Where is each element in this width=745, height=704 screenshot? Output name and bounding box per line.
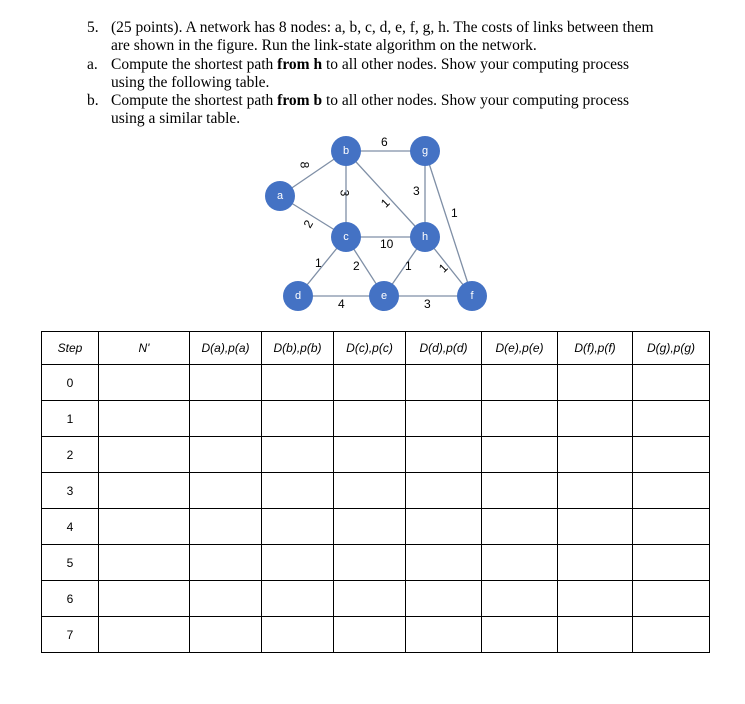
table-cell[interactable] bbox=[190, 617, 262, 653]
table-cell[interactable] bbox=[262, 437, 334, 473]
node-h: h bbox=[410, 222, 440, 252]
table-cell[interactable] bbox=[482, 437, 558, 473]
weight-a-c: 2 bbox=[300, 217, 317, 231]
table-cell[interactable] bbox=[633, 473, 710, 509]
weight-c-e: 2 bbox=[353, 259, 360, 273]
table-cell[interactable] bbox=[190, 581, 262, 617]
step-number: 7 bbox=[42, 617, 99, 653]
weight-b-h: 1 bbox=[378, 195, 393, 211]
table-cell[interactable] bbox=[99, 617, 190, 653]
table-cell[interactable] bbox=[262, 581, 334, 617]
weight-g-h: 3 bbox=[413, 184, 420, 198]
table-cell[interactable] bbox=[558, 509, 633, 545]
graph-edges bbox=[0, 0, 745, 330]
step-number: 1 bbox=[42, 401, 99, 437]
table-cell[interactable] bbox=[334, 545, 406, 581]
table-cell[interactable] bbox=[633, 581, 710, 617]
table-cell[interactable] bbox=[334, 473, 406, 509]
table-cell[interactable] bbox=[406, 581, 482, 617]
table-cell[interactable] bbox=[482, 365, 558, 401]
table-cell[interactable] bbox=[558, 617, 633, 653]
table-cell[interactable] bbox=[262, 473, 334, 509]
part-a-text-pre: Compute the shortest path bbox=[111, 56, 278, 73]
table-row bbox=[42, 473, 710, 509]
weight-e-h: 1 bbox=[405, 259, 412, 273]
weight-g-f: 1 bbox=[451, 206, 458, 220]
part-b-text-post: to all other nodes. Show your computing process bbox=[322, 92, 630, 109]
table-cell[interactable] bbox=[190, 401, 262, 437]
table-cell[interactable] bbox=[262, 617, 334, 653]
table-cell[interactable] bbox=[482, 473, 558, 509]
table-cell[interactable] bbox=[633, 401, 710, 437]
table-cell[interactable] bbox=[406, 365, 482, 401]
table-cell[interactable] bbox=[334, 617, 406, 653]
part-b-source: from b bbox=[277, 92, 323, 109]
table-header-row bbox=[42, 332, 710, 365]
table-cell[interactable] bbox=[406, 617, 482, 653]
table-cell[interactable] bbox=[406, 509, 482, 545]
table-cell[interactable] bbox=[406, 401, 482, 437]
weight-c-h: 10 bbox=[380, 237, 394, 251]
table-cell[interactable] bbox=[558, 581, 633, 617]
step-number: 5 bbox=[42, 545, 99, 581]
weight-e-f: 3 bbox=[424, 297, 431, 311]
link-state-table bbox=[41, 331, 710, 653]
table-cell[interactable] bbox=[190, 509, 262, 545]
table-row bbox=[42, 437, 710, 473]
node-c: c bbox=[331, 222, 361, 252]
table-cell[interactable] bbox=[406, 545, 482, 581]
table-row bbox=[42, 581, 710, 617]
node-d: d bbox=[283, 281, 313, 311]
weight-h-f: 1 bbox=[436, 260, 451, 276]
table-cell[interactable] bbox=[190, 473, 262, 509]
table-cell[interactable] bbox=[99, 401, 190, 437]
table-cell[interactable] bbox=[99, 581, 190, 617]
table-row bbox=[42, 365, 710, 401]
step-number: 4 bbox=[42, 509, 99, 545]
question-line-2: are shown in the figure. Run the link-state algorithm on the network. bbox=[111, 37, 537, 54]
table-row bbox=[42, 545, 710, 581]
table-cell[interactable] bbox=[633, 437, 710, 473]
node-f: f bbox=[457, 281, 487, 311]
table-cell[interactable] bbox=[190, 545, 262, 581]
part-b-marker: b. bbox=[87, 92, 99, 109]
part-a-line-2: using the following table. bbox=[111, 74, 270, 91]
header-d-d: D(d),p(d) bbox=[406, 332, 482, 365]
table-cell[interactable] bbox=[558, 437, 633, 473]
question-intro: (25 points). A network has 8 nodes: a, b, c, d, e, f, g, h. The costs of links between them bbox=[111, 19, 654, 36]
table-cell[interactable] bbox=[99, 365, 190, 401]
table-cell[interactable] bbox=[633, 365, 710, 401]
table-cell[interactable] bbox=[482, 617, 558, 653]
table-cell[interactable] bbox=[334, 509, 406, 545]
step-number: 3 bbox=[42, 473, 99, 509]
part-b-text-pre: Compute the shortest path bbox=[111, 92, 278, 109]
header-d-b: D(b),p(b) bbox=[262, 332, 334, 365]
table-row bbox=[42, 401, 710, 437]
table-cell[interactable] bbox=[482, 581, 558, 617]
part-a-source: from h bbox=[277, 56, 323, 73]
table-cell[interactable] bbox=[558, 545, 633, 581]
table-cell[interactable] bbox=[558, 473, 633, 509]
table-cell[interactable] bbox=[99, 509, 190, 545]
table-cell[interactable] bbox=[99, 437, 190, 473]
header-d-e: D(e),p(e) bbox=[482, 332, 558, 365]
table-cell[interactable] bbox=[334, 437, 406, 473]
table-cell[interactable] bbox=[633, 545, 710, 581]
part-a-marker: a. bbox=[87, 56, 98, 73]
table-cell[interactable] bbox=[482, 509, 558, 545]
step-number: 6 bbox=[42, 581, 99, 617]
node-a: a bbox=[265, 181, 295, 211]
node-b: b bbox=[331, 136, 361, 166]
table-cell[interactable] bbox=[262, 365, 334, 401]
table-cell[interactable] bbox=[334, 401, 406, 437]
table-cell[interactable] bbox=[633, 509, 710, 545]
part-a-text-post: to all other nodes. Show your computing process bbox=[322, 56, 630, 73]
table-cell[interactable] bbox=[99, 545, 190, 581]
header-d-c: D(c),p(c) bbox=[334, 332, 406, 365]
node-e: e bbox=[369, 281, 399, 311]
part-b-line-2: using a similar table. bbox=[111, 110, 241, 127]
table-cell[interactable] bbox=[190, 437, 262, 473]
step-number: 2 bbox=[42, 437, 99, 473]
node-g: g bbox=[410, 136, 440, 166]
table-cell[interactable] bbox=[262, 401, 334, 437]
table-cell[interactable] bbox=[406, 437, 482, 473]
header-n-prime: N' bbox=[99, 332, 190, 365]
question-number: 5. bbox=[87, 19, 99, 36]
header-d-g: D(g),p(g) bbox=[633, 332, 710, 365]
table-cell[interactable] bbox=[190, 365, 262, 401]
header-d-f: D(f),p(f) bbox=[558, 332, 633, 365]
table-row bbox=[42, 617, 710, 653]
table-cell[interactable] bbox=[558, 401, 633, 437]
table-cell[interactable] bbox=[334, 365, 406, 401]
table-cell[interactable] bbox=[262, 545, 334, 581]
weight-a-b: 8 bbox=[297, 161, 312, 169]
table-row bbox=[42, 509, 710, 545]
header-d-a: D(a),p(a) bbox=[190, 332, 262, 365]
header-step: Step bbox=[42, 332, 99, 365]
step-number: 0 bbox=[42, 365, 99, 401]
table-cell[interactable] bbox=[262, 509, 334, 545]
table-cell[interactable] bbox=[633, 617, 710, 653]
table-cell[interactable] bbox=[558, 365, 633, 401]
table-cell[interactable] bbox=[99, 473, 190, 509]
table-cell[interactable] bbox=[482, 545, 558, 581]
weight-b-g: 6 bbox=[381, 135, 388, 149]
table-cell[interactable] bbox=[406, 473, 482, 509]
weight-b-c: 3 bbox=[337, 189, 352, 197]
weight-d-e: 4 bbox=[338, 297, 345, 311]
table-cell[interactable] bbox=[334, 581, 406, 617]
table-cell[interactable] bbox=[482, 401, 558, 437]
weight-c-d: 1 bbox=[315, 256, 322, 270]
